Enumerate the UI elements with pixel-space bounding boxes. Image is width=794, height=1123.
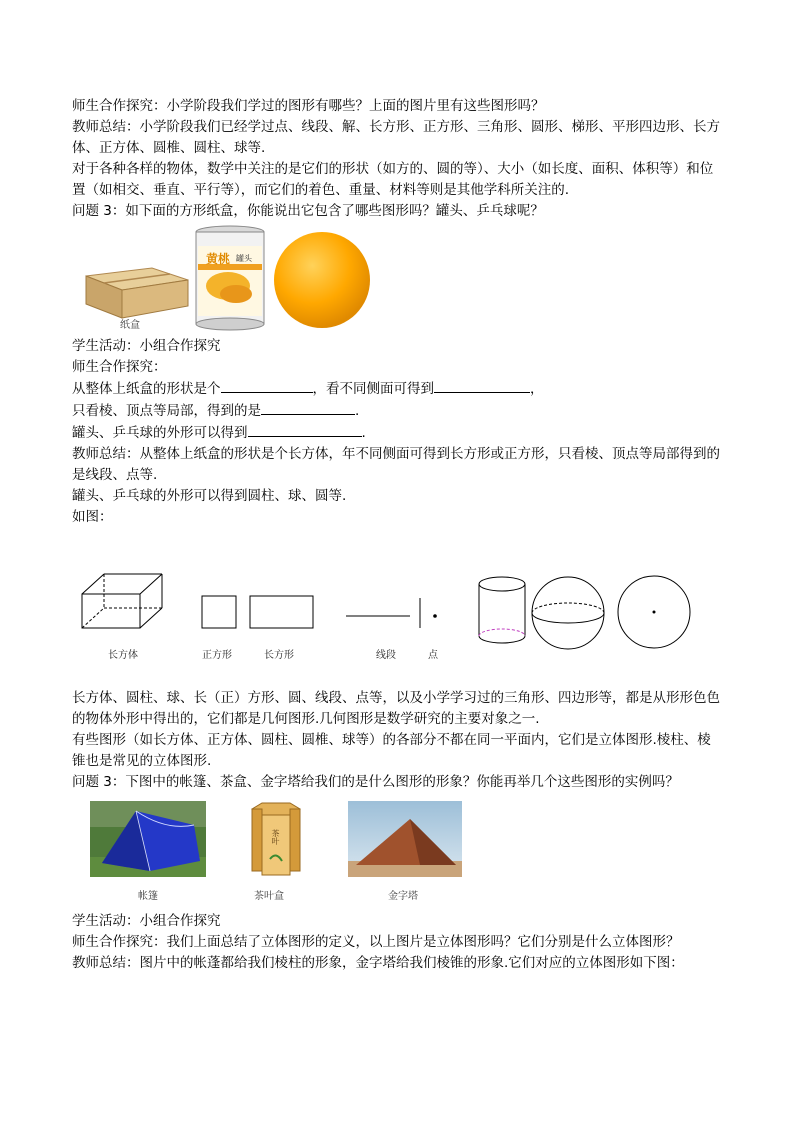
geometry-drawing (72, 528, 712, 688)
teabox-label: 茶叶 (271, 829, 280, 845)
rectangle-caption: 长方形 (264, 650, 294, 661)
circle-shape (618, 576, 690, 648)
point-caption: 点 (428, 650, 438, 661)
fill-text: 从整体上纸盒的形状是个 (72, 381, 221, 397)
teacher-summary-2: 罐头、乒乓球的外形可以得到圆柱、球、圆等. (72, 488, 347, 504)
fill-text: 罐头、乒乓球的外形可以得到 (72, 425, 248, 441)
can-label-small: 罐头 (236, 254, 252, 263)
student-activity: 学生活动：小组合作探究 (72, 338, 221, 354)
teacher-summary: 教师总结：从整体上纸盒的形状是个长方体，年不同侧面可得到长方形或正方形，只看棱、顶点等局部得到的是线段、点等. (72, 446, 720, 483)
pyramid-caption: 金字塔 (388, 891, 418, 902)
tent-caption: 帐篷 (138, 891, 158, 902)
pyramid-image (348, 801, 462, 877)
fill-text: . (355, 403, 360, 419)
paragraph: 学生活动：小组合作探究 (72, 913, 221, 929)
fill-line-1 (72, 378, 724, 400)
carton-caption: 纸盒 (120, 320, 140, 331)
paragraph: 问题 3：下图中的帐篷、茶盒、金字塔给我们的是什么图形的形象？你能再举几个这些图形的实例吗？ (72, 774, 679, 790)
paragraph: 师生合作探究：我们上面总结了立体图形的定义，以上图片是立体图形吗？它们分别是什么立体图形？ (72, 934, 680, 950)
tent-image (90, 801, 206, 877)
fill-line-2 (72, 400, 724, 422)
answer-blank[interactable] (221, 378, 313, 393)
answer-blank[interactable] (434, 378, 530, 393)
can-label-big: 黄桃 (206, 252, 231, 266)
paragraph: 长方体、圆柱、球、长（正）方形、圆、线段、点等，以及小学学习过的三角形、四边形等，都是从形形色色的物体外形中得出的，它们都是几何图形.几何图形是数学研究的主要对象之一. (72, 690, 720, 727)
fill-text: 只看棱、顶点等局部，得到的是 (72, 403, 261, 419)
paragraph: 问题 3：如下面的方形纸盒，你能说出它包含了哪些图形吗？罐头、乒乓球呢？ (72, 203, 544, 219)
paragraph: 教师总结：图片中的帐蓬都给我们棱柱的形象，金字塔给我们棱锥的形象.它们对应的立体图形如下图： (72, 955, 684, 971)
paragraph: 有些图形（如长方体、正方体、圆柱、圆椎、球等）的各部分不都在同一平面内，它们是立体图形.棱柱、棱锥也是常见的立体图形. (72, 732, 711, 769)
paragraph: 教师总结：小学阶段我们已经学过点、线段、解、长方形、正方形、三角形、圆形、梯形、平形四边形、长方体、正方体、圆椎、圆柱、球等. (72, 119, 720, 156)
fill-text: ，看不同侧面可得到 (312, 381, 434, 397)
geometry-figure (72, 528, 724, 688)
cylinder-shape (479, 577, 525, 643)
as-figure: 如图： (72, 509, 113, 525)
document-body (72, 96, 724, 974)
cuboid-caption: 长方体 (108, 650, 138, 661)
fill-text: . (361, 425, 366, 441)
carton-image (80, 246, 190, 324)
teabox-caption: 茶叶盒 (254, 891, 284, 902)
answer-blank[interactable] (261, 400, 355, 415)
pingpong-ball-image (272, 230, 372, 330)
photo-row-tent-tea-pyramid (72, 801, 724, 907)
sphere-shape (532, 577, 604, 649)
paragraph: 师生合作探究：小学阶段我们学过的图形有哪些？上面的图片里有这些图形吗？ (72, 98, 545, 114)
fill-line-3 (72, 422, 724, 444)
paragraph: 对于各种各样的物体，数学中关注的是它们的形状（如方的、圆的等）、大小（如长度、面积、体积等）和位置（如相交、垂直、平行等），而它们的着色、重量、材料等则是其他学科所关注的. (72, 161, 714, 198)
coop-heading: 师生合作探究： (72, 359, 167, 375)
segment-caption: 线段 (376, 650, 396, 661)
cuboid-shape (82, 574, 162, 628)
square-shape (202, 596, 236, 628)
fill-text: ， (530, 381, 544, 397)
square-caption: 正方形 (202, 650, 232, 661)
rectangle-shape (250, 596, 313, 628)
point-shape (433, 614, 437, 618)
peach-can-image (192, 224, 270, 334)
photo-row-carton-can-ball (72, 224, 724, 336)
answer-blank[interactable] (248, 422, 362, 437)
